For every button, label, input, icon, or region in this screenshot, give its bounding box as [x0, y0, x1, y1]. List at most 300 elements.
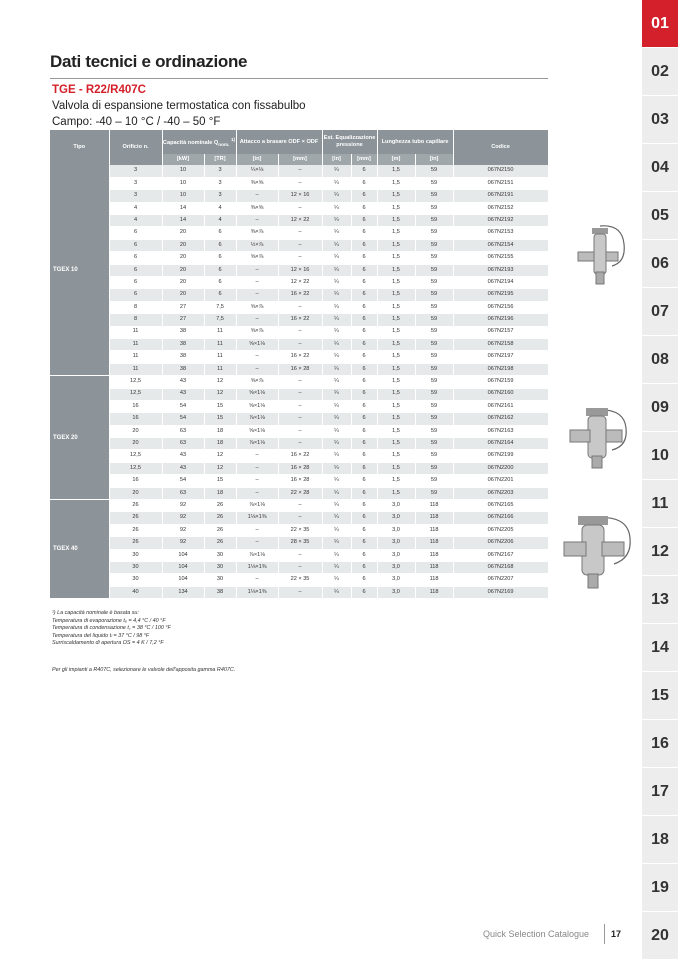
table-cell: 59: [415, 338, 453, 350]
table-cell: –: [278, 586, 322, 598]
unit-header: [mm]: [351, 154, 377, 165]
table-cell: 16 × 22: [278, 314, 322, 326]
table-cell: 28 × 35: [278, 537, 322, 549]
table-row: [50, 289, 548, 301]
table-cell: 30: [204, 549, 236, 561]
table-cell: 3: [204, 177, 236, 189]
table-cell: 12,5: [109, 450, 162, 462]
table-cell: ⅝×1⅛: [236, 400, 278, 412]
table-cell: 067N2155: [453, 252, 548, 264]
table-cell: 6: [351, 165, 377, 177]
table-cell: 20: [109, 487, 162, 499]
table-cell: 59: [415, 239, 453, 251]
table-cell: 20: [162, 264, 204, 276]
table-cell: ¼: [322, 413, 351, 425]
table-cell: –: [236, 351, 278, 363]
table-cell: 104: [162, 574, 204, 586]
table-cell: 30: [204, 574, 236, 586]
table-cell: 59: [415, 475, 453, 487]
table-cell: 16 × 28: [278, 462, 322, 474]
table-cell: ⅝×⅞: [236, 326, 278, 338]
table-cell: 6: [204, 239, 236, 251]
header-tipo: Tipo: [50, 130, 109, 165]
table-cell: ¼: [322, 438, 351, 450]
table-cell: 20: [109, 438, 162, 450]
table-cell: 63: [162, 425, 204, 437]
table-cell: ⅝×⅞: [236, 301, 278, 313]
product-subtitle: TGE - R22/R407C: [52, 84, 146, 96]
table-cell: ¼: [322, 586, 351, 598]
technical-data-table: [50, 130, 549, 599]
table-cell: 14: [162, 215, 204, 227]
table-cell: 6: [351, 252, 377, 264]
table-cell: ¼: [322, 562, 351, 574]
table-row: [50, 450, 548, 462]
table-cell: 067N2153: [453, 227, 548, 239]
table-cell: ¼: [322, 388, 351, 400]
table-cell: 59: [415, 252, 453, 264]
table-cell: ¼: [322, 177, 351, 189]
table-cell: 1⅛×1⅜: [236, 562, 278, 574]
table-cell: 43: [162, 450, 204, 462]
table-cell: ¼: [322, 165, 351, 177]
table-cell: 26: [109, 537, 162, 549]
table-row: [50, 562, 548, 574]
table-cell: 6: [351, 363, 377, 375]
table-cell: 6: [351, 524, 377, 536]
table-cell: 6: [351, 438, 377, 450]
table-cell: 3: [204, 190, 236, 202]
table-cell: 6: [109, 289, 162, 301]
section-tabs: [642, 0, 678, 959]
header-lunghezza: Lunghezza tubo capillare: [377, 130, 453, 154]
table-cell: 6: [351, 215, 377, 227]
table-cell: 1,5: [377, 388, 415, 400]
table-cell: –: [278, 338, 322, 350]
table-row: [50, 165, 548, 177]
table-cell: 067N2198: [453, 363, 548, 375]
table-cell: 26: [204, 537, 236, 549]
table-row: [50, 475, 548, 487]
table-cell: ¼: [322, 537, 351, 549]
table-cell: 6: [351, 239, 377, 251]
table-cell: 11: [204, 338, 236, 350]
tab-03[interactable]: 03: [642, 96, 678, 144]
table-cell: 067N2203: [453, 487, 548, 499]
table-cell: ⅝×1⅛: [236, 388, 278, 400]
table-cell: 6: [351, 537, 377, 549]
table-cell: 54: [162, 400, 204, 412]
table-cell: 118: [415, 586, 453, 598]
tab-06[interactable]: 06: [642, 240, 678, 288]
table-cell: 1,5: [377, 239, 415, 251]
tab-07[interactable]: 07: [642, 288, 678, 336]
tab-04[interactable]: 04: [642, 144, 678, 192]
valve-tgex40-image: [562, 510, 634, 590]
table-cell: 54: [162, 475, 204, 487]
table-cell: 4: [109, 215, 162, 227]
table-cell: 6: [109, 277, 162, 289]
table-row: [50, 190, 548, 202]
table-cell: 11: [109, 338, 162, 350]
table-cell: 27: [162, 314, 204, 326]
table-cell: –: [236, 450, 278, 462]
table-cell: 118: [415, 512, 453, 524]
table-cell: 12,5: [109, 376, 162, 388]
table-cell: –: [278, 376, 322, 388]
table-cell: 067N2192: [453, 215, 548, 227]
table-cell: 38: [204, 586, 236, 598]
table-cell: 3: [109, 190, 162, 202]
table-cell: 1,5: [377, 264, 415, 276]
table-row: [50, 277, 548, 289]
table-cell: 22 × 35: [278, 574, 322, 586]
table-cell: 1,5: [377, 314, 415, 326]
footnote-line: Surriscaldamento di apertura OS = 4 K / 7,2 °F: [52, 640, 164, 647]
table-cell: 118: [415, 549, 453, 561]
table-cell: 3,0: [377, 549, 415, 561]
table-cell: 12: [204, 376, 236, 388]
table-cell: 1,5: [377, 400, 415, 412]
r407c-note: Per gli impianti a R407C, selezionare le valvole dell'apposita gamma R407C.: [52, 667, 236, 673]
table-cell: 59: [415, 190, 453, 202]
table-cell: ⅜×⅞: [236, 227, 278, 239]
table-cell: 1,5: [377, 487, 415, 499]
table-cell: 11: [109, 326, 162, 338]
table-row: [50, 376, 548, 388]
table-cell: ¼: [322, 376, 351, 388]
table-cell: 6: [351, 500, 377, 512]
table-cell: 3,0: [377, 537, 415, 549]
table-row: [50, 239, 548, 251]
table-cell: 59: [415, 289, 453, 301]
table-cell: 26: [204, 500, 236, 512]
table-cell: 067N2151: [453, 177, 548, 189]
table-cell: –: [278, 239, 322, 251]
table-cell: 18: [204, 425, 236, 437]
table-cell: 1,5: [377, 202, 415, 214]
table-cell: 3,0: [377, 500, 415, 512]
table-cell: 067N2150: [453, 165, 548, 177]
table-cell: 3,0: [377, 586, 415, 598]
table-cell: 16 × 28: [278, 475, 322, 487]
table-row: [50, 252, 548, 264]
table-cell: 40: [109, 586, 162, 598]
table-row: [50, 351, 548, 363]
table-cell: 38: [162, 326, 204, 338]
table-row: [50, 177, 548, 189]
table-cell: 92: [162, 512, 204, 524]
table-cell: 20: [162, 239, 204, 251]
tab-20[interactable]: 20: [642, 912, 678, 960]
table-row: [50, 537, 548, 549]
table-row: [50, 388, 548, 400]
table-cell: 1,5: [377, 363, 415, 375]
table-cell: 59: [415, 413, 453, 425]
table-cell: 067N2201: [453, 475, 548, 487]
table-cell: 1,5: [377, 177, 415, 189]
table-cell: 10: [162, 177, 204, 189]
table-cell: 4: [204, 215, 236, 227]
table-row: [50, 524, 548, 536]
table-cell: 59: [415, 165, 453, 177]
table-cell: 12: [204, 462, 236, 474]
table-cell: –: [236, 314, 278, 326]
unit-header: [TR]: [204, 154, 236, 165]
table-cell: 26: [109, 500, 162, 512]
table-cell: ¼: [322, 462, 351, 474]
table-cell: 1⅛×1⅜: [236, 512, 278, 524]
tab-19[interactable]: 19: [642, 864, 678, 912]
table-cell: –: [278, 512, 322, 524]
table-row: [50, 400, 548, 412]
table-row: [50, 338, 548, 350]
table-cell: –: [236, 487, 278, 499]
table-cell: 6: [351, 227, 377, 239]
table-cell: –: [236, 215, 278, 227]
table-row: [50, 301, 548, 313]
table-cell: 6: [351, 376, 377, 388]
table-cell: ⅞×1⅛: [236, 413, 278, 425]
table-cell: 59: [415, 351, 453, 363]
table-cell: 15: [204, 413, 236, 425]
table-cell: 26: [204, 524, 236, 536]
tab-18[interactable]: 18: [642, 816, 678, 864]
table-cell: 1,5: [377, 351, 415, 363]
table-cell: ¼: [322, 314, 351, 326]
table-cell: 1⅛×1⅜: [236, 586, 278, 598]
table-cell: ⅝×1⅛: [236, 425, 278, 437]
tab-13[interactable]: 13: [642, 576, 678, 624]
table-cell: 18: [204, 487, 236, 499]
table-cell: 54: [162, 413, 204, 425]
tab-05[interactable]: 05: [642, 192, 678, 240]
table-cell: 16 × 22: [278, 289, 322, 301]
table-cell: 3: [204, 165, 236, 177]
table-cell: 30: [109, 562, 162, 574]
table-cell: 43: [162, 462, 204, 474]
table-cell: 118: [415, 574, 453, 586]
table-row: [50, 227, 548, 239]
table-row: [50, 438, 548, 450]
header-capacita: Capacità nominale $Q_{nom.}$ $^{1)}$: [162, 130, 236, 154]
table-cell: 59: [415, 177, 453, 189]
table-cell: 30: [204, 562, 236, 574]
table-row: [50, 487, 548, 499]
table-cell: –: [278, 425, 322, 437]
table-cell: 067N2165: [453, 500, 548, 512]
table-cell: 067N2160: [453, 388, 548, 400]
header-codice: Codice: [453, 130, 548, 165]
tab-09[interactable]: 09: [642, 384, 678, 432]
table-cell: ¼: [322, 202, 351, 214]
tab-01[interactable]: 01: [642, 0, 678, 48]
table-cell: 10: [162, 165, 204, 177]
tab-11[interactable]: 11: [642, 480, 678, 528]
table-cell: 16: [109, 413, 162, 425]
table-cell: 134: [162, 586, 204, 598]
table-cell: 11: [204, 363, 236, 375]
table-cell: 1,5: [377, 277, 415, 289]
page-title: Dati tecnici e ordinazione: [50, 52, 248, 71]
table-cell: ¼: [322, 215, 351, 227]
table-cell: 104: [162, 562, 204, 574]
table-cell: 4: [204, 202, 236, 214]
footnote-line: Temperatura di evaporazione tₑ = 4,4 °C / 40 °F: [52, 617, 166, 624]
tab-10[interactable]: 10: [642, 432, 678, 480]
table-row: [50, 202, 548, 214]
table-cell: ¼: [322, 326, 351, 338]
table-cell: ½×⅞: [236, 239, 278, 251]
group-label: TGEX 40: [50, 500, 109, 599]
table-cell: 1,5: [377, 326, 415, 338]
table-cell: –: [278, 562, 322, 574]
table-cell: ¼: [322, 289, 351, 301]
table-row: [50, 549, 548, 561]
table-cell: –: [236, 537, 278, 549]
table-cell: 43: [162, 376, 204, 388]
table-cell: 6: [351, 264, 377, 276]
table-cell: 59: [415, 450, 453, 462]
table-cell: 6: [351, 277, 377, 289]
table-cell: 59: [415, 202, 453, 214]
table-cell: 26: [204, 512, 236, 524]
table-row: [50, 574, 548, 586]
table-cell: –: [278, 252, 322, 264]
table-cell: ⅝×⅞: [236, 376, 278, 388]
table-row: [50, 425, 548, 437]
table-cell: ¼: [322, 425, 351, 437]
table-cell: 1,5: [377, 227, 415, 239]
table-cell: 26: [109, 512, 162, 524]
table-cell: ¼: [322, 475, 351, 487]
table-cell: 11: [109, 351, 162, 363]
table-cell: 6: [351, 289, 377, 301]
table-cell: 59: [415, 277, 453, 289]
table-cell: 067N2194: [453, 277, 548, 289]
tab-02[interactable]: 02: [642, 48, 678, 96]
table-cell: 16 × 28: [278, 363, 322, 375]
footer-divider: [604, 924, 605, 944]
table-cell: ¼: [322, 239, 351, 251]
table-cell: 6: [351, 413, 377, 425]
table-cell: 1,5: [377, 301, 415, 313]
table-row: [50, 586, 548, 598]
table-cell: 12 × 22: [278, 277, 322, 289]
table-cell: 11: [109, 363, 162, 375]
table-cell: 59: [415, 314, 453, 326]
table-cell: ⅞×1⅛: [236, 438, 278, 450]
tab-14[interactable]: 14: [642, 624, 678, 672]
table-cell: ¼: [322, 487, 351, 499]
table-cell: 067N2154: [453, 239, 548, 251]
table-cell: 067N2195: [453, 289, 548, 301]
table-row: [50, 326, 548, 338]
table-cell: –: [278, 500, 322, 512]
table-cell: 59: [415, 425, 453, 437]
table-cell: 118: [415, 524, 453, 536]
table-cell: 11: [204, 326, 236, 338]
table-cell: 067N2169: [453, 586, 548, 598]
table-cell: –: [236, 524, 278, 536]
table-cell: 6: [351, 512, 377, 524]
table-cell: 1,5: [377, 289, 415, 301]
unit-header: [in]: [415, 154, 453, 165]
table-cell: 11: [204, 351, 236, 363]
header-orificio: Orificio n.: [109, 130, 162, 165]
table-cell: 067N2161: [453, 400, 548, 412]
table-cell: 6: [351, 338, 377, 350]
table-cell: –: [236, 277, 278, 289]
table-cell: –: [278, 438, 322, 450]
footnotes: [52, 610, 171, 648]
tab-08[interactable]: 08: [642, 336, 678, 384]
tab-12[interactable]: 12: [642, 528, 678, 576]
table-cell: 6: [204, 277, 236, 289]
table-cell: –: [278, 177, 322, 189]
table-cell: 4: [109, 202, 162, 214]
table-cell: 20: [162, 252, 204, 264]
table-cell: ¼: [322, 351, 351, 363]
table-cell: 7,5: [204, 314, 236, 326]
group-label: TGEX 10: [50, 165, 109, 376]
table-cell: –: [278, 301, 322, 313]
table-cell: 6: [351, 549, 377, 561]
table-cell: 12,5: [109, 388, 162, 400]
table-cell: ⅜×⅝: [236, 177, 278, 189]
table-cell: –: [278, 165, 322, 177]
catalogue-name: Quick Selection Catalogue: [483, 929, 590, 939]
table-cell: ¼: [322, 252, 351, 264]
tab-16[interactable]: 16: [642, 720, 678, 768]
table-cell: 3,0: [377, 562, 415, 574]
table-cell: 20: [109, 425, 162, 437]
table-cell: 3: [109, 177, 162, 189]
table-cell: 6: [351, 425, 377, 437]
table-cell: 104: [162, 549, 204, 561]
table-row: [50, 215, 548, 227]
table-cell: 1,5: [377, 376, 415, 388]
table-cell: –: [236, 475, 278, 487]
table-cell: 067N2168: [453, 562, 548, 574]
table-cell: ¼×⅛: [236, 165, 278, 177]
tab-17[interactable]: 17: [642, 768, 678, 816]
tab-15[interactable]: 15: [642, 672, 678, 720]
footnote-line: ¹) La capacità nominale è basata su:: [52, 610, 139, 616]
table-cell: 067N2205: [453, 524, 548, 536]
table-cell: 6: [351, 487, 377, 499]
table-cell: 067N2157: [453, 326, 548, 338]
table-cell: ⅞×1⅛: [236, 549, 278, 561]
table-cell: 59: [415, 400, 453, 412]
table-cell: 6: [351, 462, 377, 474]
table-row: [50, 500, 548, 512]
table-cell: 12: [204, 450, 236, 462]
table-cell: 30: [109, 549, 162, 561]
table-cell: 1,5: [377, 215, 415, 227]
table-cell: ¼: [322, 524, 351, 536]
table-cell: 16 × 22: [278, 351, 322, 363]
table-cell: 6: [351, 351, 377, 363]
table-cell: 6: [351, 586, 377, 598]
table-cell: 1,5: [377, 338, 415, 350]
table-cell: 12,5: [109, 462, 162, 474]
table-cell: 067N2196: [453, 314, 548, 326]
table-cell: 067N2197: [453, 351, 548, 363]
table-cell: –: [278, 326, 322, 338]
table-cell: 38: [162, 363, 204, 375]
table-cell: 20: [162, 289, 204, 301]
